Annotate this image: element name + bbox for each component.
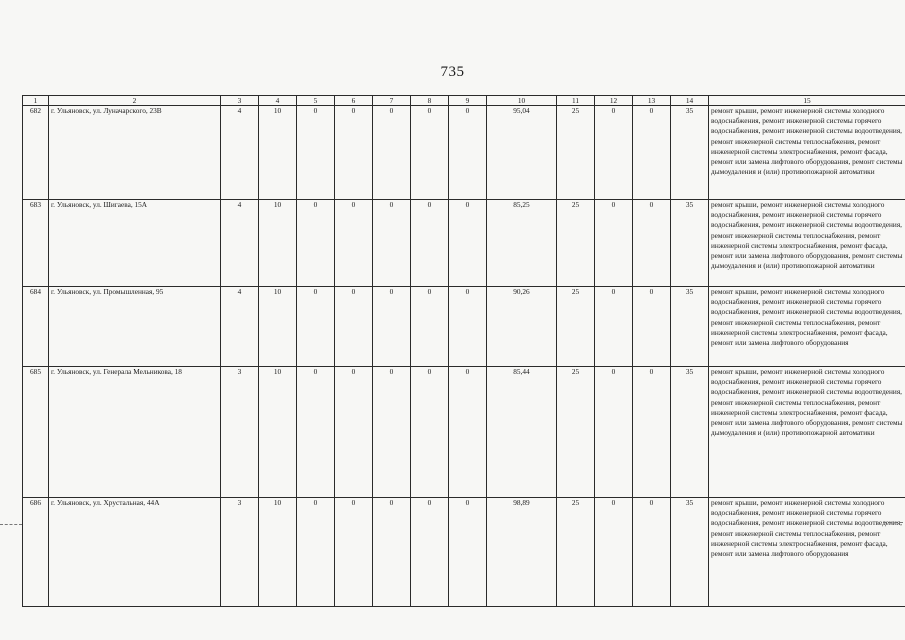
value-cell: 0 xyxy=(449,367,487,498)
value-cell: 0 xyxy=(335,498,373,607)
row-number: 683 xyxy=(23,200,49,287)
value-cell: 35 xyxy=(671,106,709,200)
page-number: 735 xyxy=(440,64,465,80)
value-cell: 0 xyxy=(297,200,335,287)
value-cell: 0 xyxy=(373,106,411,200)
table-row xyxy=(23,106,905,200)
row-number: 686 xyxy=(23,498,49,607)
value-cell: 0 xyxy=(335,200,373,287)
column-header: 10 xyxy=(487,96,557,106)
value-cell: 85,25 xyxy=(487,200,557,287)
value-cell: 25 xyxy=(557,498,595,607)
value-cell: 10 xyxy=(259,200,297,287)
value-cell: 0 xyxy=(373,287,411,367)
housing-repair-table xyxy=(22,95,905,607)
value-cell: 0 xyxy=(335,106,373,200)
value-cell: 0 xyxy=(595,498,633,607)
column-header: 5 xyxy=(297,96,335,106)
column-header: 4 xyxy=(259,96,297,106)
repair-works-cell: ремонт крыши, ремонт инженерной системы холодного водоснабжения, ремонт инженерной системы горячего водоснабжения, ремонт инженерной системы водоотведения, ремонт инженерной системы теплоснабжения, ремонт инженерной системы электроснабжения, ремонт фасада, ремонт или замена лифтового оборудования, ремонт системы дымоудаления и (или) противопожарной автоматики xyxy=(709,106,905,200)
value-cell: 0 xyxy=(373,498,411,607)
value-cell: 3 xyxy=(221,367,259,498)
value-cell: 35 xyxy=(671,498,709,607)
value-cell: 0 xyxy=(297,106,335,200)
value-cell: 4 xyxy=(221,200,259,287)
row-number: 682 xyxy=(23,106,49,200)
repair-works-cell: ремонт крыши, ремонт инженерной системы холодного водоснабжения, ремонт инженерной системы горячего водоснабжения, ремонт инженерной системы водоотведения, ремонт инженерной системы теплоснабжения, ремонт инженерной системы электроснабжения, ремонт фасада, ремонт или замена лифтового оборудования, ремонт системы дымоудаления и (или) противопожарной автоматики xyxy=(709,367,905,498)
value-cell: 0 xyxy=(449,498,487,607)
table-row xyxy=(23,200,905,287)
value-cell: 0 xyxy=(595,367,633,498)
column-header: 7 xyxy=(373,96,411,106)
table-row xyxy=(23,367,905,498)
repair-works-cell: ремонт крыши, ремонт инженерной системы холодного водоснабжения, ремонт инженерной системы горячего водоснабжения, ремонт инженерной системы водоотведения, ремонт инженерной системы теплоснабжения, ремонт инженерной системы электроснабжения, ремонт фасада, ремонт или замена лифтового оборудования xyxy=(709,498,905,607)
scan-artifact-line xyxy=(883,522,903,523)
value-cell: 25 xyxy=(557,367,595,498)
value-cell: 0 xyxy=(595,200,633,287)
repair-works-cell: ремонт крыши, ремонт инженерной системы холодного водоснабжения, ремонт инженерной системы горячего водоснабжения, ремонт инженерной системы водоотведения, ремонт инженерной системы теплоснабжения, ремонт инженерной системы электроснабжения, ремонт фасада, ремонт или замена лифтового оборудования xyxy=(709,287,905,367)
column-header: 2 xyxy=(49,96,221,106)
value-cell: 35 xyxy=(671,287,709,367)
value-cell: 10 xyxy=(259,287,297,367)
column-header: 8 xyxy=(411,96,449,106)
table-row xyxy=(23,498,905,607)
address-cell: г. Ульяновск, ул. Луначарского, 23В xyxy=(49,106,221,200)
value-cell: 10 xyxy=(259,498,297,607)
value-cell: 0 xyxy=(449,200,487,287)
row-number: 685 xyxy=(23,367,49,498)
column-header: 9 xyxy=(449,96,487,106)
value-cell: 10 xyxy=(259,367,297,498)
address-cell: г. Ульяновск, ул. Хрустальная, 44А xyxy=(49,498,221,607)
value-cell: 4 xyxy=(221,106,259,200)
value-cell: 0 xyxy=(633,287,671,367)
value-cell: 0 xyxy=(411,200,449,287)
column-header: 13 xyxy=(633,96,671,106)
value-cell: 0 xyxy=(411,287,449,367)
value-cell: 0 xyxy=(633,367,671,498)
value-cell: 0 xyxy=(633,498,671,607)
value-cell: 25 xyxy=(557,287,595,367)
value-cell: 35 xyxy=(671,367,709,498)
value-cell: 0 xyxy=(449,106,487,200)
row-number: 684 xyxy=(23,287,49,367)
value-cell: 0 xyxy=(411,367,449,498)
table-row xyxy=(23,287,905,367)
address-cell: г. Ульяновск, ул. Генерала Мельникова, 18 xyxy=(49,367,221,498)
header-row xyxy=(23,96,905,106)
value-cell: 0 xyxy=(297,367,335,498)
scan-artifact-line xyxy=(0,524,22,525)
value-cell: 25 xyxy=(557,106,595,200)
value-cell: 25 xyxy=(557,200,595,287)
value-cell: 90,26 xyxy=(487,287,557,367)
column-header: 15 xyxy=(709,96,905,106)
value-cell: 0 xyxy=(595,287,633,367)
value-cell: 0 xyxy=(595,106,633,200)
value-cell: 0 xyxy=(373,200,411,287)
value-cell: 0 xyxy=(633,106,671,200)
value-cell: 35 xyxy=(671,200,709,287)
value-cell: 0 xyxy=(411,498,449,607)
column-header: 1 xyxy=(23,96,49,106)
column-header: 14 xyxy=(671,96,709,106)
value-cell: 85,44 xyxy=(487,367,557,498)
value-cell: 0 xyxy=(411,106,449,200)
value-cell: 95,04 xyxy=(487,106,557,200)
column-header: 11 xyxy=(557,96,595,106)
value-cell: 3 xyxy=(221,498,259,607)
column-header: 12 xyxy=(595,96,633,106)
value-cell: 0 xyxy=(449,287,487,367)
value-cell: 4 xyxy=(221,287,259,367)
repair-works-cell: ремонт крыши, ремонт инженерной системы холодного водоснабжения, ремонт инженерной системы горячего водоснабжения, ремонт инженерной системы водоотведения, ремонт инженерной системы теплоснабжения, ремонт инженерной системы электроснабжения, ремонт фасада, ремонт или замена лифтового оборудования, ремонт системы дымоудаления и (или) противопожарной автоматики xyxy=(709,200,905,287)
column-header: 3 xyxy=(221,96,259,106)
value-cell: 0 xyxy=(373,367,411,498)
value-cell: 0 xyxy=(633,200,671,287)
column-header: 6 xyxy=(335,96,373,106)
value-cell: 0 xyxy=(297,498,335,607)
value-cell: 0 xyxy=(297,287,335,367)
value-cell: 0 xyxy=(335,367,373,498)
value-cell: 0 xyxy=(335,287,373,367)
address-cell: г. Ульяновск, ул. Шигаева, 15А xyxy=(49,200,221,287)
address-cell: г. Ульяновск, ул. Промышленная, 95 xyxy=(49,287,221,367)
value-cell: 10 xyxy=(259,106,297,200)
value-cell: 98,89 xyxy=(487,498,557,607)
